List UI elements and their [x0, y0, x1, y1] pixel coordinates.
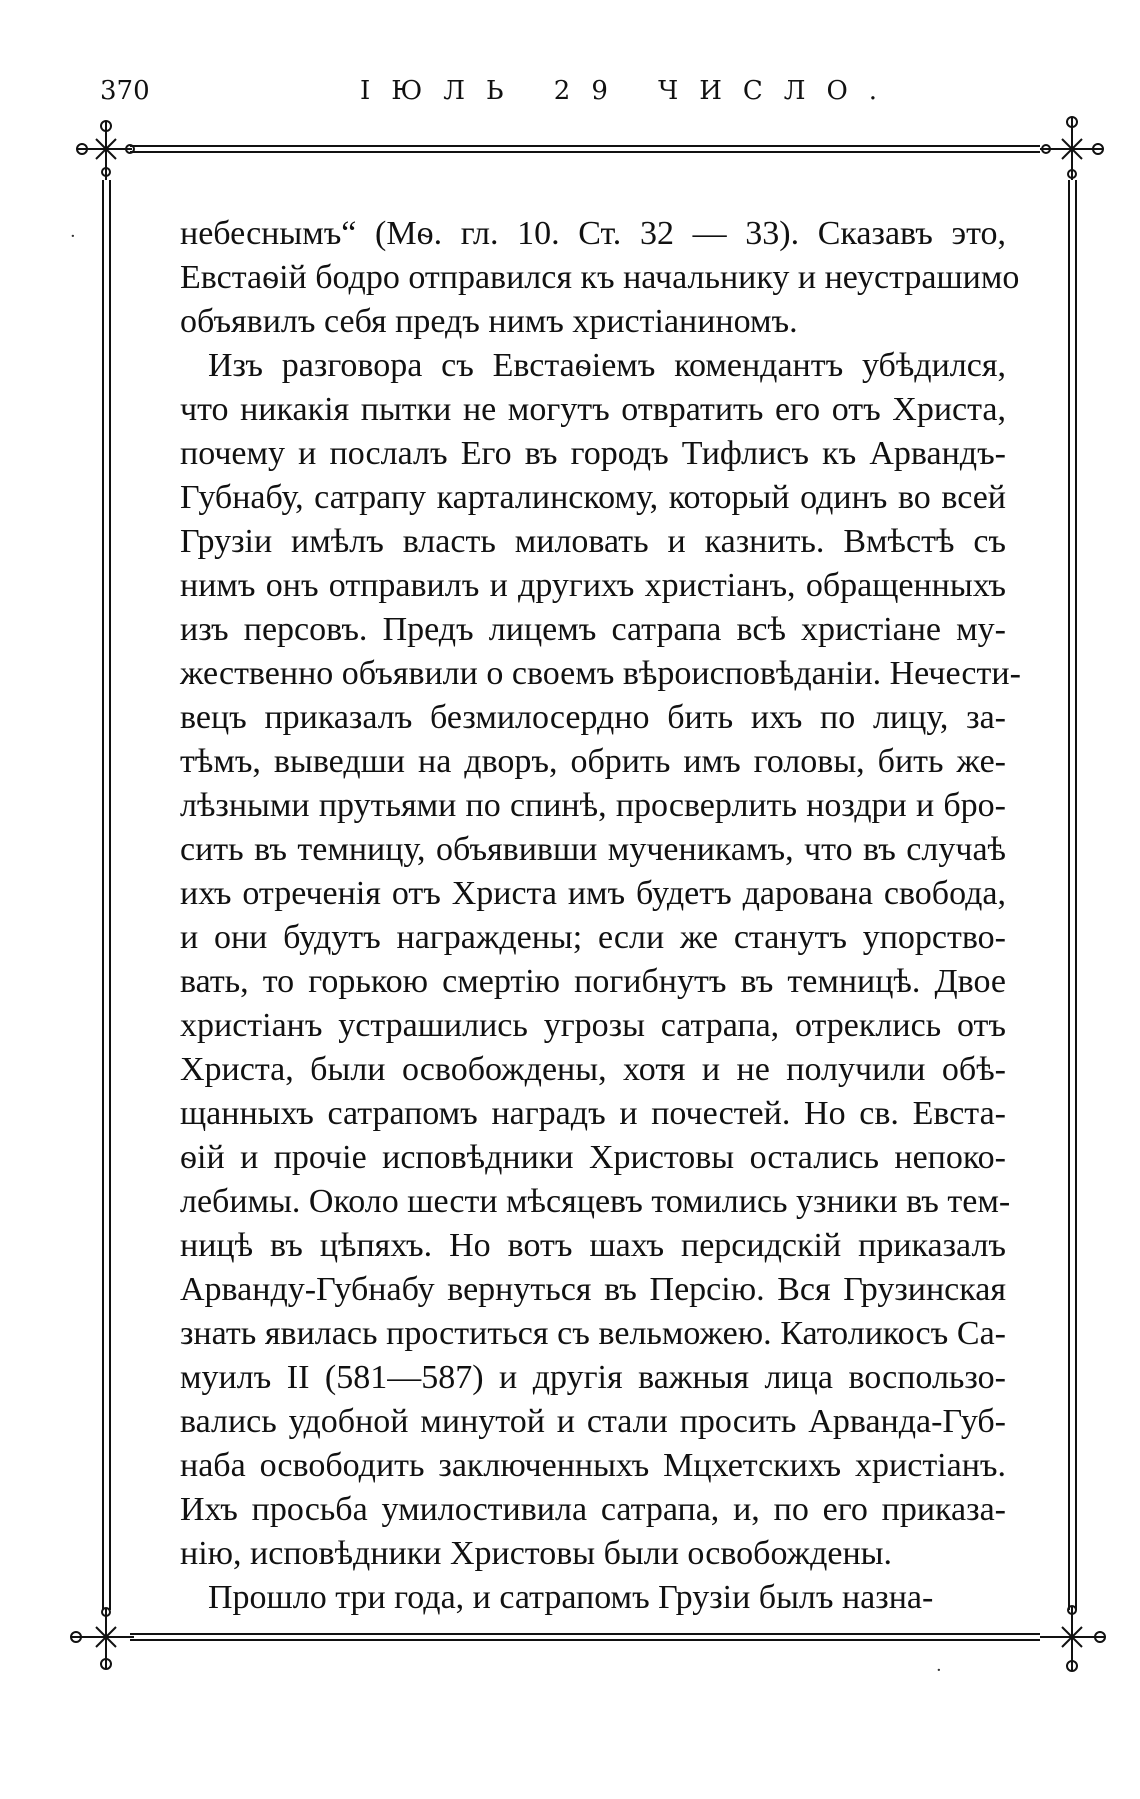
- text-line: наба освободить заключенныхъ Мцхетскихъ христіанъ.: [180, 1447, 1006, 1484]
- text-line: нію, исповѣдники Христовы были освобождены.: [180, 1535, 893, 1572]
- text-line: нимъ онъ отправилъ и другихъ христіанъ, обращенныхъ: [180, 567, 1006, 604]
- corner-ornament-bottom-left: [71, 1608, 134, 1669]
- text-line: вецъ приказалъ безмилосердно бить ихъ по лицу, за-: [180, 699, 1006, 736]
- text-line: тѣмъ, выведши на дворъ, обрить имъ головы, бить же-: [180, 743, 1006, 780]
- text-line: Ихъ просьба умилостивила сатрапа, и, по его приказа-: [180, 1491, 1006, 1528]
- running-title: ІЮЛЬ 29 ЧИСЛО.: [360, 76, 899, 106]
- text-line: объявилъ себя предъ нимъ христіаниномъ.: [180, 303, 798, 340]
- text-line: вались удобной минутой и стали просить Арванда-Губ-: [180, 1403, 1006, 1440]
- corner-ornament-top-right: [1040, 117, 1103, 180]
- page-number: 370: [100, 76, 150, 106]
- text-line: что никакія пытки не могутъ отвратить его отъ Христа,: [180, 391, 1006, 428]
- text-line: изъ персовъ. Предъ лицемъ сатрапа всѣ христіане му-: [180, 611, 1006, 648]
- text-line: Губнабу, сатрапу карталинскому, который одинъ во всей: [180, 479, 1006, 516]
- text-line: ихъ отреченія отъ Христа имъ будетъ дарована свобода,: [180, 875, 1006, 912]
- stray-ink-dot: ·: [936, 1660, 942, 1681]
- corner-ornament-bottom-right: [1040, 1606, 1105, 1671]
- text-line: Христа, были освобождены, хотя и не получили обѣ-: [180, 1051, 1006, 1088]
- paragraph: [180, 344, 1021, 1576]
- text-line: щанныхъ сатрапомъ наградъ и почестей. Но св. Евста-: [180, 1095, 1006, 1132]
- text-line: Прошло три года, и сатрапомъ Грузіи былъ назна-: [208, 1579, 934, 1616]
- paragraph: [180, 1576, 1006, 1620]
- stray-ink-dot: ·: [70, 226, 76, 247]
- text-line: Арванду-Губнабу вернуться въ Персію. Вся Грузинская: [180, 1271, 1006, 1308]
- text-line: сить въ темницу, объявивши мученикамъ, что въ случаѣ: [180, 831, 1006, 868]
- text-line: лебимы. Около шести мѣсяцевъ томились узники въ тем-: [180, 1183, 1011, 1220]
- text-line: лѣзными прутьями по спинѣ, просверлить ноздри и бро-: [180, 787, 1006, 824]
- text-line: муилъ II (581—587) и другія важныя лица воспользо-: [180, 1359, 1006, 1396]
- paragraph: [180, 212, 1020, 344]
- text-line: Евстаѳій бодро отправился къ начальнику и неустрашимо: [180, 259, 1020, 296]
- text-line: небеснымъ“ (Мѳ. гл. 10. Ст. 32 — 33). Сказавъ это,: [180, 215, 1006, 252]
- text-line: Изъ разговора съ Евстаѳіемъ комендантъ убѣдился,: [208, 347, 1006, 384]
- text-line: ѳій и прочіе исповѣдники Христовы остались непоко-: [180, 1139, 1006, 1176]
- body-text: [180, 212, 1021, 1620]
- text-line: почему и послалъ Его въ городъ Тифлисъ къ Арвандъ-: [180, 435, 1006, 472]
- text-line: жественно объявили о своемъ вѣроисповѣданіи. Нечести-: [180, 655, 1021, 692]
- text-line: ницѣ въ цѣпяхъ. Но вотъ шахъ персидскій приказалъ: [180, 1227, 1006, 1264]
- text-line: знать явилась проститься съ вельможею. Католикосъ Са-: [180, 1315, 1006, 1352]
- text-line: христіанъ устрашились угрозы сатрапа, отреклись отъ: [180, 1007, 1006, 1044]
- text-line: вать, то горькою смертію погибнутъ въ темницѣ. Двое: [180, 963, 1006, 1000]
- text-line: Грузіи имѣлъ власть миловать и казнить. Вмѣстѣ съ: [180, 523, 1006, 560]
- text-line: и они будутъ награждены; если же станутъ упорство-: [180, 919, 1006, 956]
- corner-ornament-top-left: [77, 121, 134, 180]
